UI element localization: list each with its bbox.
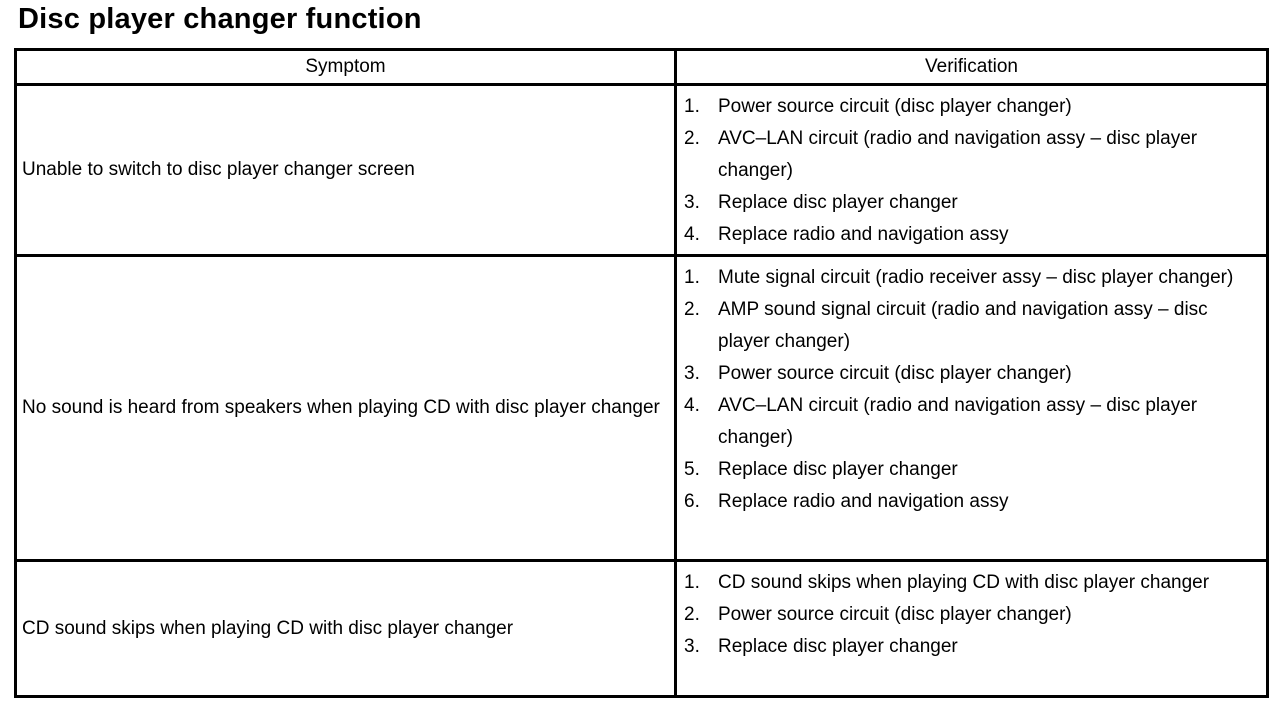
- verification-cell: [676, 561, 1268, 697]
- verification-item: Replace disc player changer: [718, 192, 958, 213]
- verification-list: [684, 567, 1260, 663]
- verification-cell: [676, 85, 1268, 256]
- verification-item: AVC–LAN circuit (radio and navigation assy – disc player changer): [718, 128, 1198, 181]
- column-header-symptom: Symptom: [16, 50, 676, 85]
- verification-item: Power source circuit (disc player changer): [718, 363, 1072, 384]
- verification-item: Replace radio and navigation assy: [718, 224, 1009, 245]
- verification-item: Mute signal circuit (radio receiver assy – disc player changer): [718, 267, 1234, 288]
- verification-item: AVC–LAN circuit (radio and navigation assy – disc player changer): [718, 395, 1198, 448]
- symptom-cell: Unable to switch to disc player changer screen: [16, 85, 676, 256]
- verification-item: AMP sound signal circuit (radio and navigation assy – disc player changer): [718, 299, 1208, 352]
- table-row: [16, 85, 1268, 256]
- verification-item: Power source circuit (disc player changer): [718, 96, 1072, 117]
- verification-list: [684, 91, 1260, 251]
- column-header-verification: Verification: [676, 50, 1268, 85]
- page-title: Disc player changer function: [18, 3, 422, 35]
- table-row: [16, 561, 1268, 697]
- table-header-row: [16, 50, 1268, 85]
- symptom-cell: No sound is heard from speakers when playing CD with disc player changer: [16, 256, 676, 561]
- verification-item: Replace radio and navigation assy: [718, 491, 1009, 512]
- verification-item: Power source circuit (disc player changer): [718, 604, 1072, 625]
- verification-list: [684, 262, 1260, 518]
- verification-item: Replace disc player changer: [718, 459, 958, 480]
- table-row: [16, 256, 1268, 561]
- symptom-verification-table: [14, 48, 1269, 698]
- verification-item: Replace disc player changer: [718, 636, 958, 657]
- verification-item: CD sound skips when playing CD with disc player changer: [718, 572, 1210, 593]
- symptom-cell: CD sound skips when playing CD with disc player changer: [16, 561, 676, 697]
- verification-cell: [676, 256, 1268, 561]
